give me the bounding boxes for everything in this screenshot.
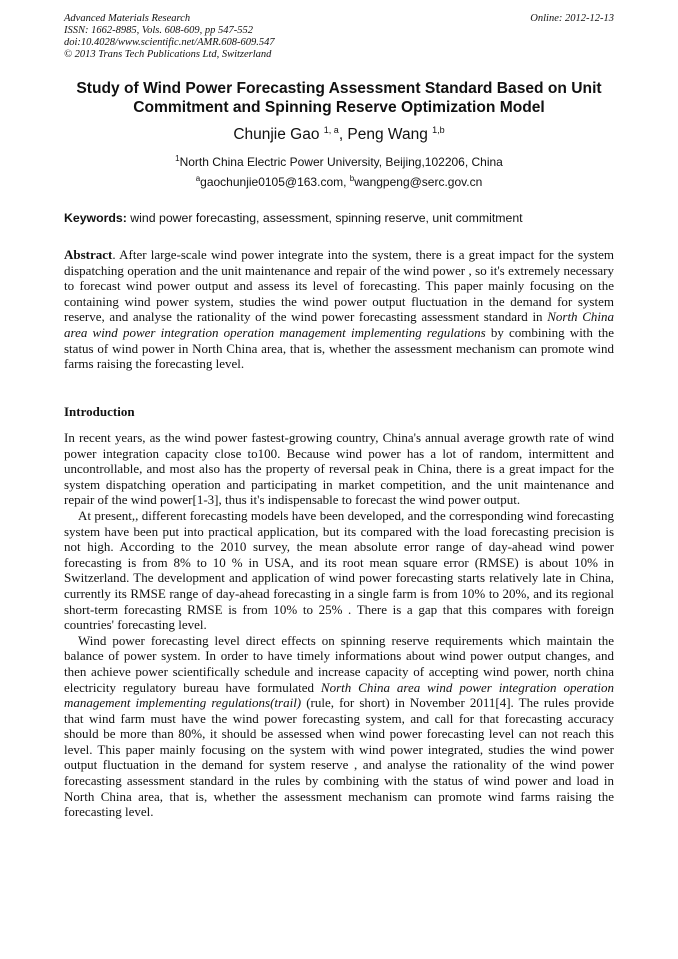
email: gaochunjie0105@163.com, bbox=[200, 175, 350, 189]
online-date: Online: 2012-12-13 bbox=[530, 13, 614, 24]
italic-text: North China area wind power integration operation management implementing regulations bbox=[64, 309, 614, 340]
text-segment: (rule, for short) in November 2011[4]. The rules provide that wind farm must have the wind power forecasting system, and call for that forecasting accuracy should be more than 80%, it should be assessed when wind power forecasting level can not reach this level. This paper mainly focusing on the system with wind power integrated, studies the wind power output fluctuation in the demand for system reserve , and analyse the rationality of the wind power forecasting assessment standard in the rules by combining with the status of wind power and load in North China area, that is, whether the assessment mechanism can promote wind farms raising the forecasting level. bbox=[64, 695, 614, 820]
keywords-text: wind power forecasting, assessment, spinning reserve, unit commitment bbox=[126, 211, 523, 225]
introduction-body bbox=[64, 430, 614, 820]
text-segment: by combining with the status of wind power in North China area, that is, whether the assessment mechanism can promote wind farms raising the forecasting level. bbox=[64, 324, 614, 372]
email-sup: a bbox=[195, 174, 201, 183]
issn: ISSN: 1662-8985, Vols. 608-609, pp 547-552 bbox=[64, 25, 253, 36]
author-affil-sup: 1,b bbox=[432, 124, 445, 135]
text-segment: Wind power forecasting level direct effects on spinning reserve requirements which maintain the balance of power system. In order to have timely informations about wind power output changes, and then achieve power scientifically schedule and increase capacity of accepting wind power, north china electricity regulatory bureau have formulated bbox=[64, 632, 614, 695]
email: wangpeng@serc.gov.cn bbox=[354, 175, 483, 189]
text-segment: In recent years, as the wind power fastest-growing country, China's annual average growth rate of wind power integration capacity close to100. Because wind power has a lot of random, intermittent and uncontrollable, and most also has the property of reversal peak in China, there is a great impact for the system dispatching operation and participating in market competition, and the unit maintenance and repair of the wind power[1-3], thus it's indispensable to forecast the wind power output. bbox=[64, 430, 614, 508]
author-affil-sup: 1, a bbox=[323, 124, 339, 135]
author-name: , Peng Wang bbox=[338, 126, 433, 143]
abstract-label: Abstract bbox=[64, 247, 113, 262]
email-sup: b bbox=[349, 174, 355, 183]
authors bbox=[0, 126, 678, 144]
emails bbox=[0, 175, 678, 189]
title-line: Study of Wind Power Forecasting Assessment Standard Based on Unit bbox=[76, 80, 602, 97]
affil-text: North China Electric Power University, Beijing,102206, China bbox=[179, 155, 503, 169]
affiliation bbox=[0, 155, 678, 169]
paragraph bbox=[64, 430, 614, 508]
text-segment: At present,, different forecasting models have been developed, and the corresponding wind forecasting system have been put into practical application, but its compared with the load forecasting precision is not high. According to the 2010 survey, the mean absolute error range of day-ahead wind power forecasting is from 8% to 10 % in USA, and its root mean square error (RMSE) is about 10% in Switzerland. The development and application of wind power forecasting starts relatively late in China, currently its RMSE range of day-ahead forecasting in a single farm is from 10% to 20%, and its regional short-term forecasting RMSE is from 10% to 25% . There is a gap that this compares with foreign countries' forecasting level. bbox=[64, 507, 614, 633]
italic-text: North China area wind power integration operation management implementing regulations(trail) bbox=[64, 679, 614, 711]
copyright: © 2013 Trans Tech Publications Ltd, Switzerland bbox=[64, 49, 272, 60]
paper-title bbox=[40, 80, 638, 117]
keywords bbox=[64, 211, 523, 225]
keywords-label: Keywords: bbox=[64, 211, 127, 225]
abstract-paragraph bbox=[64, 247, 614, 372]
journal-name: Advanced Materials Research bbox=[64, 13, 191, 24]
author-name: Chunjie Gao bbox=[233, 126, 324, 143]
doi: doi:10.4028/www.scientific.net/AMR.608-609.547 bbox=[64, 37, 275, 48]
section-heading-introduction: Introduction bbox=[64, 404, 135, 419]
journal-header bbox=[64, 13, 614, 61]
paragraph bbox=[64, 633, 614, 820]
abstract bbox=[64, 247, 614, 372]
affil-sup: 1 bbox=[175, 154, 180, 163]
paragraph bbox=[64, 508, 614, 633]
title-line: Commitment and Spinning Reserve Optimization Model bbox=[133, 98, 545, 116]
text-segment: . After large-scale wind power integrate into the system, there is a great impact for the system dispatching operation and the unit maintenance and repair of the wind power , so it's extremely necessary to forecast wind power output and assess its level of forecasting. This paper mainly focusing on the containing wind power system, studies the wind power output fluctuation in the demand for system reserve, and analyse the rationality of the wind power forecasting assessment standard in bbox=[64, 247, 614, 325]
